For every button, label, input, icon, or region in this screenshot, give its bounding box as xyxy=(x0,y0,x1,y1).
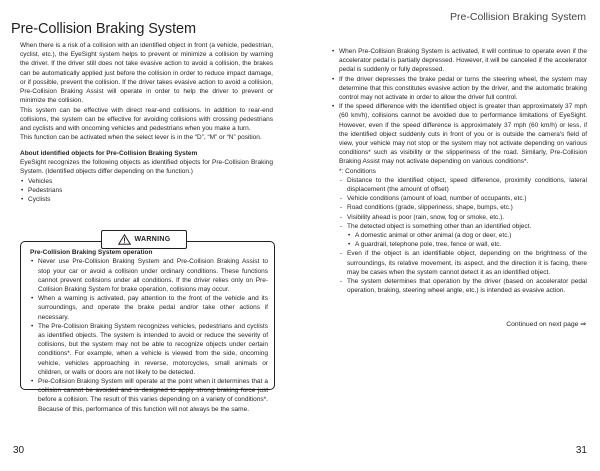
list-item: • Pre-Collision Braking System will operate at the point when it determines that a collision cannot be avoided and is designed to apply strong braking force just before a collision. The result of this varies depending on a variety of conditions*. Because of this, performance of this function will not always be the same. xyxy=(30,377,268,414)
warning-heading: Pre-Collision Braking System operation xyxy=(30,249,153,256)
left-column xyxy=(20,41,273,204)
warning-list xyxy=(30,257,268,413)
identified-objects-list xyxy=(20,177,273,205)
list-item: • A guardrail, telephone pole, tree, fence or wall, etc. xyxy=(347,240,587,249)
list-item: • When Pre-Collision Braking System is activated, it will continue to operate even if the accelerator pedal is partially depressed. However, it will be canceled if the accelerator pedal is suddenly or fully depressed. xyxy=(331,47,587,75)
conditions-list-continued xyxy=(339,249,587,295)
list-item: • When a warning is activated, pay attention to the front of the vehicle and its surroundings, and operate the brake pedal and/or take other actions if necessary. xyxy=(30,294,268,322)
sub-conditions-list xyxy=(347,231,587,249)
warning-content xyxy=(30,248,268,414)
section-heading: About identified objects for Pre-Collision Braking System xyxy=(20,149,198,157)
intro-paragraph-1: When there is a risk of a collision with an identified object in front (a vehicle, pedestrian, cyclist, etc.), the EyeSight system helps to prevent or minimize a collision by warning the driver. If the driver still does not take evasive action to avoid a collision, the brakes can be automatically applied just before the collision in order to reduce impact damage, or if possible, prevent the collision. If the driver takes evasive action to avoid a collision, Pre-Collision Braking Assist will operate in order to help the driver to prevent or minimize the collision. xyxy=(20,42,273,105)
list-item: • A domestic animal or other animal (a dog or deer, etc.) xyxy=(347,231,587,240)
warning-badge xyxy=(101,230,187,249)
list-item: - Visibility ahead is poor (rain, snow, fog or smoke, etc.). xyxy=(339,213,587,222)
list-item: - Even if the object is an identifiable object, depending on the brightness of the surroundings, its relative movement, its aspect, and the direction it is facing, there may be cases when the system cannot detect it as an identified object. xyxy=(339,249,587,277)
intro-paragraph-2: This system can be effective with direct rear-end collisions. In addition to rear-end collisions, the system can be effective for avoiding collisions with crossing pedestrians and cyclists and with oncoming vehicles and pedestrians when you make a turn. xyxy=(20,106,273,133)
section-text: EyeSight recognizes the following objects as identified objects for Pre-Collision Braking System. (Identified objects differ depending on the function.) xyxy=(20,159,273,176)
warning-label: WARNING xyxy=(134,236,171,243)
list-item: - Vehicle conditions (amount of load, number of occupants, etc.) xyxy=(339,194,587,203)
intro-paragraph-3: This function can be activated when the select lever is in the “D”, “M” or “N” position. xyxy=(20,134,262,142)
list-item: • Pedestrians xyxy=(20,186,273,195)
page-number-left: 30 xyxy=(13,445,25,456)
running-header: Pre-Collision Braking System xyxy=(450,11,586,23)
list-item: - Distance to the identified object, speed difference, proximity conditions, lateral displacement (the amount of offset) xyxy=(339,176,587,194)
list-item: • If the speed difference with the identified object is greater than approximately 37 mph (60 km/h), collisions cannot be avoided due to performance limitations of EyeSight. However, even if the speed difference is approximately 37 mph (60 km/h) or less, if the identified object suddenly cuts in front of you or is outside the camera's field of view, your vehicle may not stop or the system may not activate depending on various conditions* such as visibility or the slipperiness of the road. Similarly, Pre-Collision Braking Assist may not activate depending on various conditions*. xyxy=(331,102,587,166)
right-column xyxy=(331,47,587,295)
conditions-label: *: Conditions xyxy=(339,167,376,175)
list-item: - The system determines that operation by the driver (based on accelerator pedal operation, braking, steering wheel angle, etc.) is intended as evasive action. xyxy=(339,277,587,295)
warning-triangle-icon xyxy=(118,234,131,245)
list-item: • If the driver depresses the brake pedal or turns the steering wheel, the system may determine that this constitutes evasive action by the driver, and the automatic braking control may not activate in order to allow the driver full control. xyxy=(331,75,587,103)
list-item: • The Pre-Collision Braking System recognizes vehicles, pedestrians and cyclists as identified objects. The system is intended to avoid or reduce the severity of collisions, but the system may not be able to recognize objects under certain conditions*. For example, when a vehicle is viewed from the side, oncoming vehicle, vehicles approaching in reverse, motorcycles, small animals or children, or walls or doors are not likely to be detected. xyxy=(30,322,268,377)
list-item: - Road conditions (grade, slipperiness, shape, bumps, etc.) xyxy=(339,203,587,212)
operation-notes-list xyxy=(331,47,587,167)
page-title: Pre-Collision Braking System xyxy=(11,21,196,37)
page-number-right: 31 xyxy=(575,445,587,456)
conditions-list xyxy=(339,176,587,231)
list-item: • Never use Pre-Collision Braking System and Pre-Collision Braking Assist to stop your car or avoid a collision under ordinary conditions. These functions cannot prevent collisions under all conditions. If the driver relies only on Pre-Collision Braking System for brake operation, collisions may occur. xyxy=(30,257,268,294)
list-item: - The detected object is something other than an identified object. xyxy=(339,222,587,231)
list-item: • Cyclists xyxy=(20,195,273,204)
continued-note: Continued on next page ⇒ xyxy=(506,321,586,328)
list-item: • Vehicles xyxy=(20,177,273,186)
